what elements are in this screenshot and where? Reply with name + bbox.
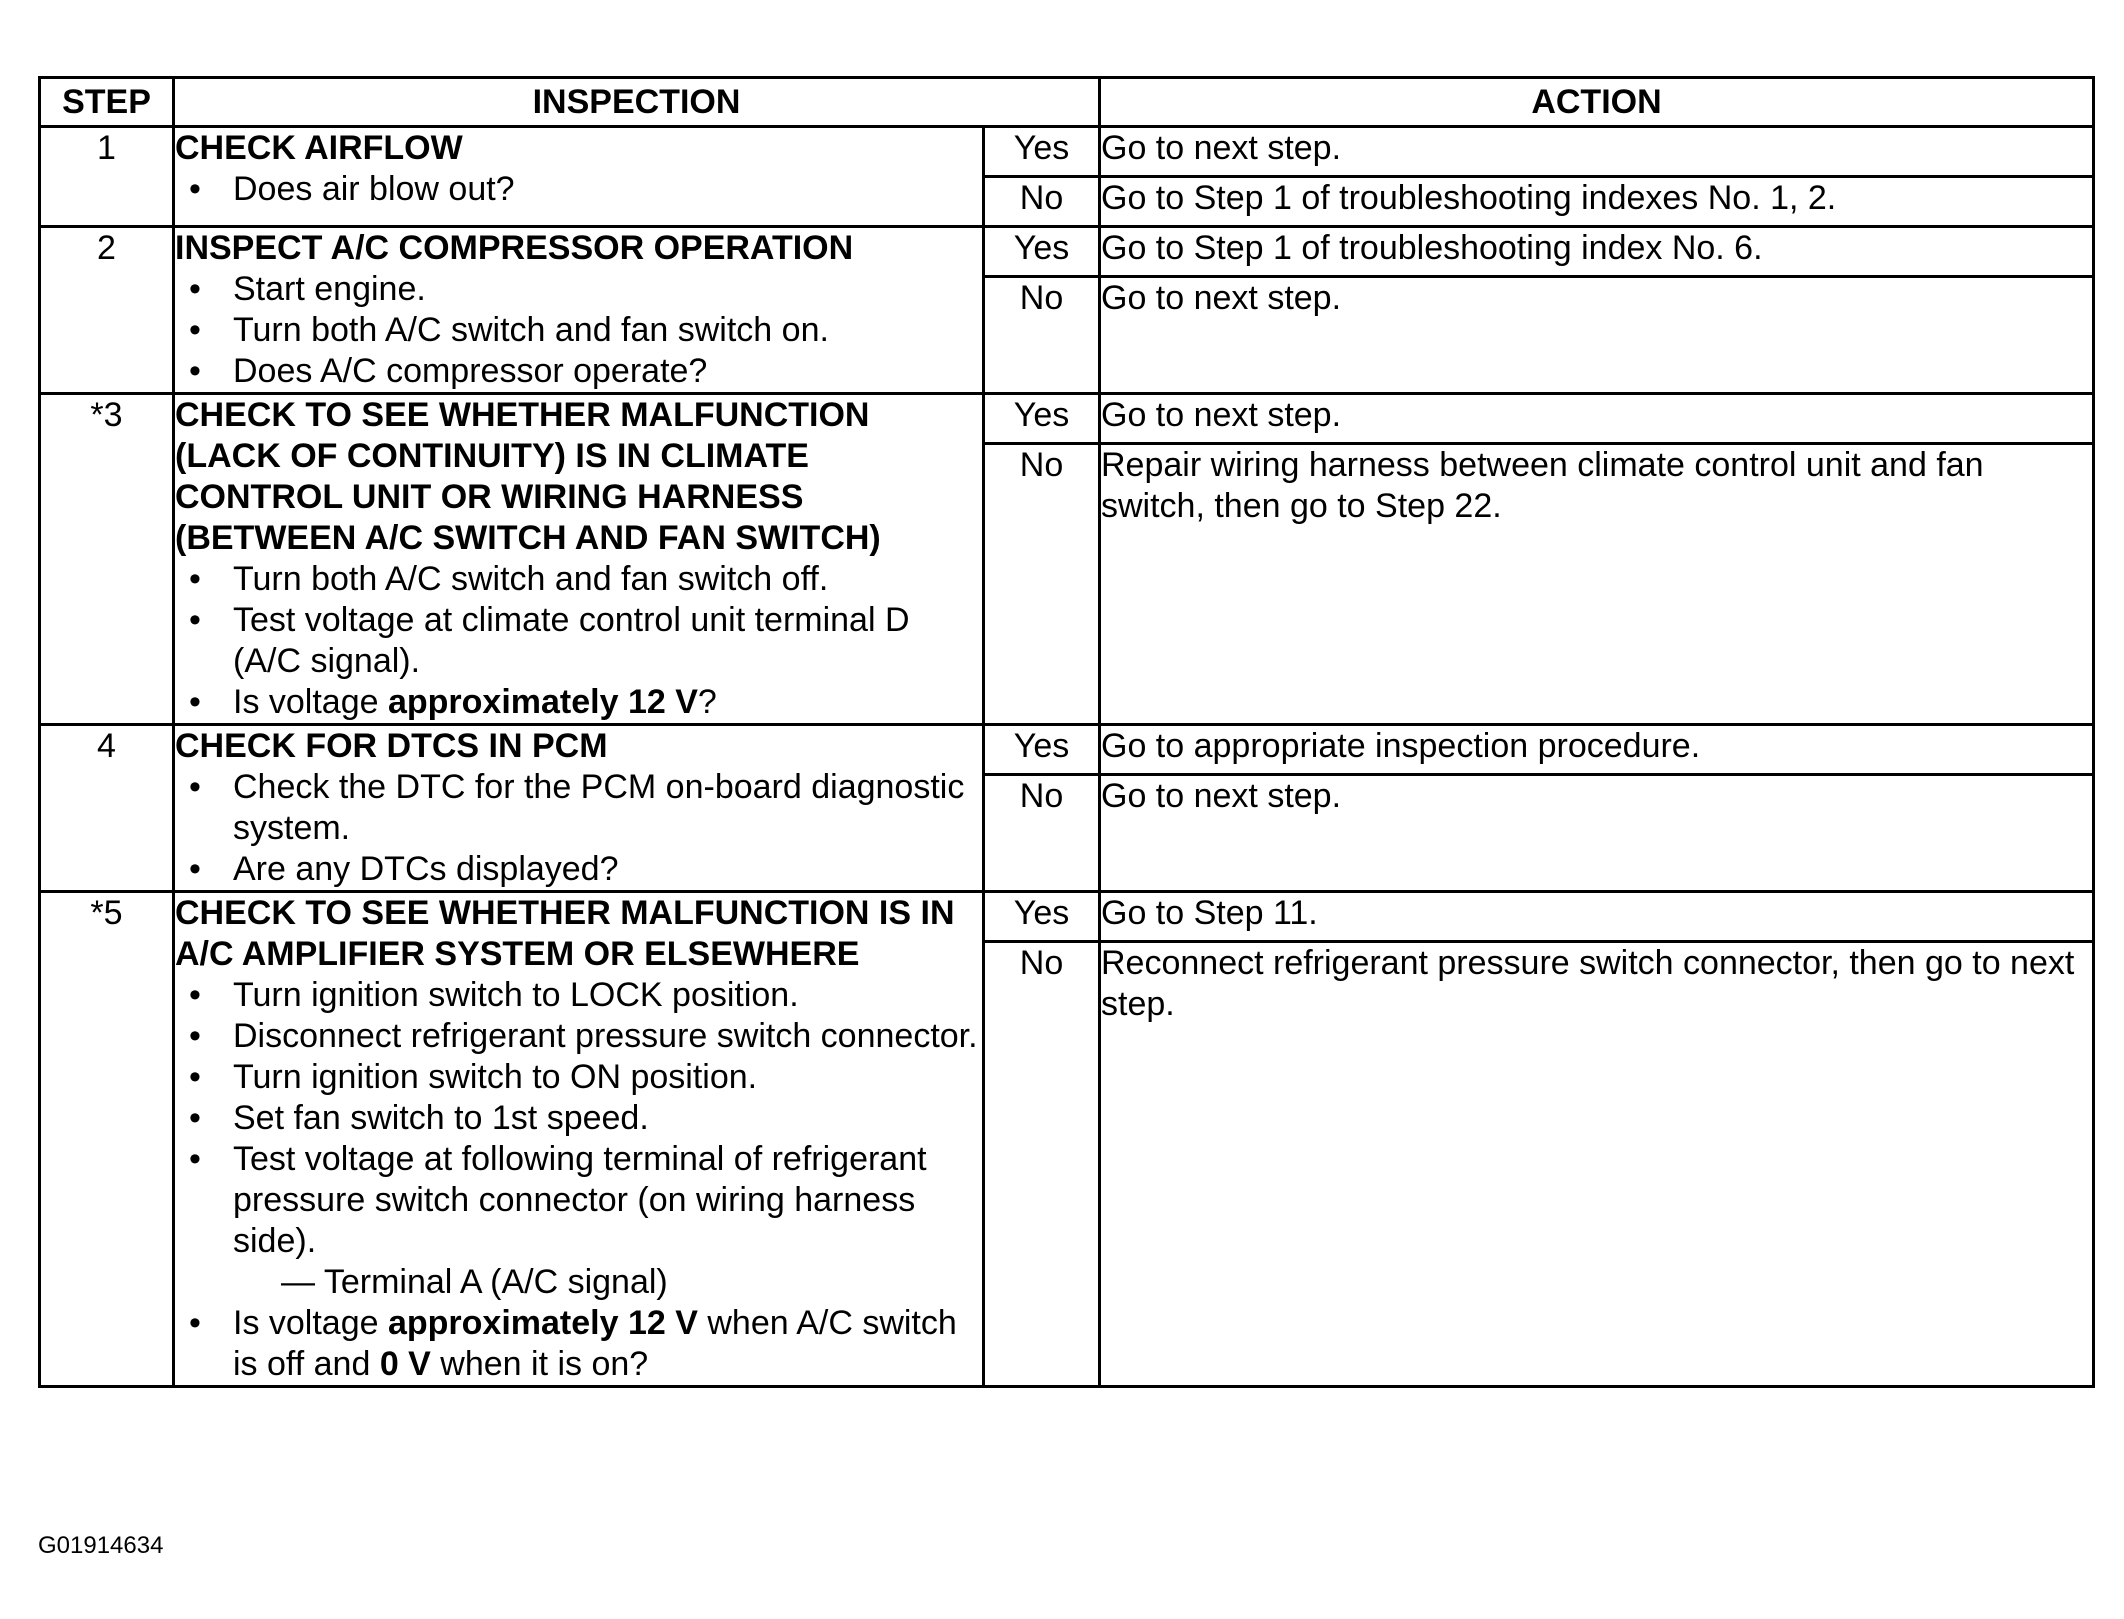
step-number: 4 [40,725,174,892]
yes-action: Go to appropriate inspection procedure. [1100,725,2094,775]
yes-label: Yes [984,394,1100,444]
step-number: *3 [40,394,174,725]
step-row-yes [40,725,2094,775]
bullet-item: • Set fan switch to 1st speed. [233,1098,982,1139]
inspection-cell [174,127,984,227]
step-row-yes [40,227,2094,277]
inspection-bullets [175,269,982,392]
bullet-bold-value: approximately 12 V [387,683,698,721]
header-inspection: INSPECTION [174,78,1100,127]
bullet-bold-value: approximately 12 V [387,1304,698,1342]
yes-action: Go to next step. [1100,127,2094,177]
step-row-yes [40,127,2094,177]
inspection-cell [174,227,984,394]
inspection-title: CHECK TO SEE WHETHER MALFUNCTION (LACK OF CONTINUITY) IS IN CLIMATE CONTROL UNIT OR WIRING HARNESS (BETWEEN A/C SWITCH AND FAN SWITCH) [175,396,881,557]
bullet-item: • Disconnect refrigerant pressure switch connector. [233,1016,982,1057]
bullet-item: • Turn both A/C switch and fan switch on. [233,310,982,351]
bullet-item [233,682,982,723]
header-action: ACTION [1100,78,2094,127]
no-label: No [984,177,1100,227]
yes-action: Go to next step. [1100,394,2094,444]
bullet-item: • Turn ignition switch to ON position. [233,1057,982,1098]
inspection-cell [174,725,984,892]
no-action: Go to next step. [1100,775,2094,892]
yes-label: Yes [984,227,1100,277]
bullet-text: Is voltage [233,683,388,721]
inspection-title: CHECK AIRFLOW [175,129,463,167]
bullet-item: • Does air blow out? [233,169,982,210]
inspection-bullets [175,975,982,1262]
bullet-text: Is voltage [233,1304,388,1342]
bullet-item: • Check the DTC for the PCM on-board diagnostic system. [233,767,982,849]
header-row [40,78,2094,127]
inspection-cell [174,394,984,725]
yes-label: Yes [984,725,1100,775]
bullet-item: • Does A/C compressor operate? [233,351,982,392]
bullet-bold-value: 0 V [379,1345,431,1383]
bullet-item: • Turn both A/C switch and fan switch off. [233,559,982,600]
bullet-item: • Test voltage at climate control unit terminal D (A/C signal). [233,600,982,682]
yes-action: Go to Step 1 of troubleshooting index No. 6. [1100,227,2094,277]
no-label: No [984,942,1100,1387]
step-number: 1 [40,127,174,227]
bullet-item: • Start engine. [233,269,982,310]
no-action: Go to Step 1 of troubleshooting indexes No. 1, 2. [1100,177,2094,227]
no-label: No [984,444,1100,725]
yes-label: Yes [984,892,1100,942]
bullet-item: • Turn ignition switch to LOCK position. [233,975,982,1016]
header-step: STEP [40,78,174,127]
step-row-yes [40,892,2094,942]
diagnostic-table-container [38,76,2092,1388]
inspection-title: CHECK TO SEE WHETHER MALFUNCTION IS IN A/C AMPLIFIER SYSTEM OR ELSEWHERE [175,894,955,973]
bullet-text: when it is on? [430,1345,649,1383]
inspection-bullets [175,767,982,890]
inspection-title: CHECK FOR DTCS IN PCM [175,727,608,765]
step-number: *5 [40,892,174,1387]
no-action: Go to next step. [1100,277,2094,394]
no-label: No [984,277,1100,394]
inspection-bullets [175,559,982,723]
inspection-cell [174,892,984,1387]
figure-code: G01914634 [38,1532,164,1559]
inspection-bullets [175,169,982,210]
bullet-item: • Are any DTCs displayed? [233,849,982,890]
inspection-title: INSPECT A/C COMPRESSOR OPERATION [175,229,854,267]
diagnostic-table [38,76,2095,1388]
no-action: Reconnect refrigerant pressure switch connector, then go to next step. [1100,942,2094,1387]
bullet-item [233,1303,982,1385]
yes-label: Yes [984,127,1100,177]
step-number: 2 [40,227,174,394]
inspection-bullets [175,1303,982,1385]
step-row-yes [40,394,2094,444]
yes-action: Go to Step 11. [1100,892,2094,942]
bullet-item: • Test voltage at following terminal of refrigerant pressure switch connector (on wiring harness side). [233,1139,982,1262]
bullet-text: ? [697,683,717,721]
no-action: Repair wiring harness between climate control unit and fan switch, then go to Step 22. [1100,444,2094,725]
inspection-subitem: — Terminal A (A/C signal) [281,1263,668,1301]
no-label: No [984,775,1100,892]
bullet-text: when A/C switch is off and [233,1304,957,1383]
